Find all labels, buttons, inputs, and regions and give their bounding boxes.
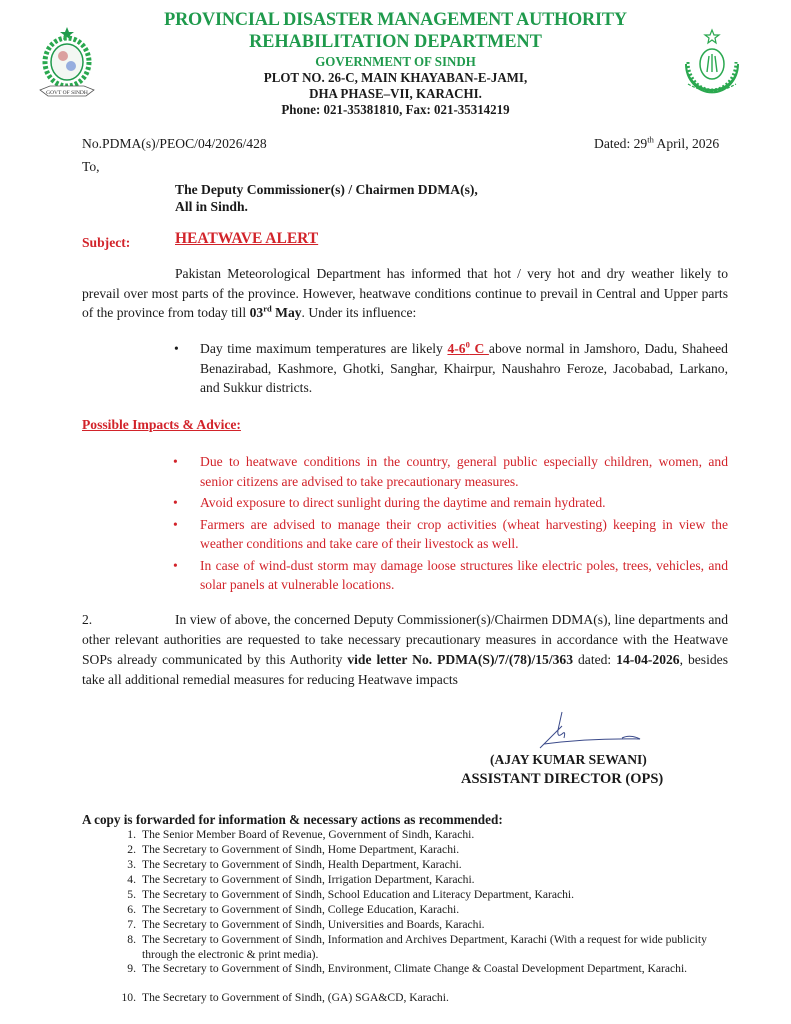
salutation-to: To, <box>82 159 100 174</box>
signatory-designation: ASSISTANT DIRECTOR (OPS) <box>461 771 664 787</box>
signatory-name: (AJAY KUMAR SEWANI) <box>490 752 647 767</box>
bullet-icon: • <box>173 516 178 532</box>
government-name: GOVERNMENT OF SINDH <box>315 54 476 69</box>
influence-bullet: • Day time maximum temperatures are likely $4-6^0$ C above normal in Jamshoro, Dadu, Shaheed Benazirabad, Kashmore, Ghotki, Sanghar, Khairpur, Naushahro Feroze, Jacobabad, Larkano, and Sukkur districts. <box>174 339 728 395</box>
para2-text: In view of above, the concerned Deputy Commissioner(s)/Chairmen DDMA(s), line departments and other relevant authorities are requested to take necessary precautionary measures in accordance with the Heatwave SOPs already communicated by this Authority vide letter No. PDMA(S)/7/(78)/15/363 dated: 14-04-2026, besides take all additional remedial measures for reducing Heatwave impacts <box>82 612 728 687</box>
impacts-list <box>173 452 728 595</box>
copy-heading: A copy is forwarded for information & necessary actions as recommended: <box>82 812 503 827</box>
address-line-1: PLOT NO. 26-C, MAIN KHAYABAN-E-JAMI, <box>263 70 528 85</box>
contact-line: Phone: 021-35381810, Fax: 021-35314219 <box>281 102 510 117</box>
subject-label: Subject: <box>82 235 131 250</box>
impacts-heading: Possible Impacts & Advice: <box>82 417 241 432</box>
addressee-line-1: The Deputy Commissioner(s) / Chairmen DDMA(s), <box>175 182 478 197</box>
bullet-icon: • <box>173 495 178 510</box>
letter-date: Dated: 29th April, 2026 <box>594 134 720 151</box>
subject-title: HEATWAVE ALERT <box>175 230 319 247</box>
sindh-government-emblem-icon <box>672 24 762 114</box>
addressee-line-2: All in Sindh. <box>175 199 248 214</box>
org-name: PROVINCIAL DISASTER MANAGEMENT AUTHORITY <box>164 9 627 30</box>
intro-paragraph: Pakistan Meteorological Department has informed that hot / very hot and dry weather likely to prevail over most parts of the province. However, heatwave conditions continue to prevail in Central and Upper parts of the province from today till 03rd May. Under its influence: <box>82 266 728 320</box>
bullet-icon: • <box>173 454 178 469</box>
department-name: REHABILITATION DEPARTMENT <box>249 31 542 52</box>
reference-number: No.PDMA(s)/PEOC/04/2026/428 <box>82 136 267 151</box>
impact-item: • Avoid exposure to direct sunlight during the daytime and remain hydrated. <box>200 493 728 513</box>
temperature-rise: $4-6^0$ C <box>447 339 489 356</box>
signature-icon <box>500 708 650 753</box>
svg-text:GOVT OF SINDH: GOVT OF SINDH <box>46 90 88 96</box>
impact-item: • In case of wind-dust storm may damage loose structures like electric poles, trees, vehicles, and solar panels at vulnerable locations. <box>173 557 728 592</box>
para2-number: 2. <box>82 612 93 627</box>
impact-item: • Farmers are advised to manage their crop activities (wheat harvesting) keeping in view the weather conditions and take care of their livestock as well. <box>173 516 728 551</box>
bullet-icon: • <box>174 341 179 356</box>
impact-item: • Due to heatwave conditions in the country, general public especially children, women, and senior citizens are advised to take precautionary measures. <box>173 454 728 489</box>
address-line-2: DHA PHASE–VII, KARACHI. <box>309 86 482 101</box>
bullet-icon: • <box>173 557 178 573</box>
